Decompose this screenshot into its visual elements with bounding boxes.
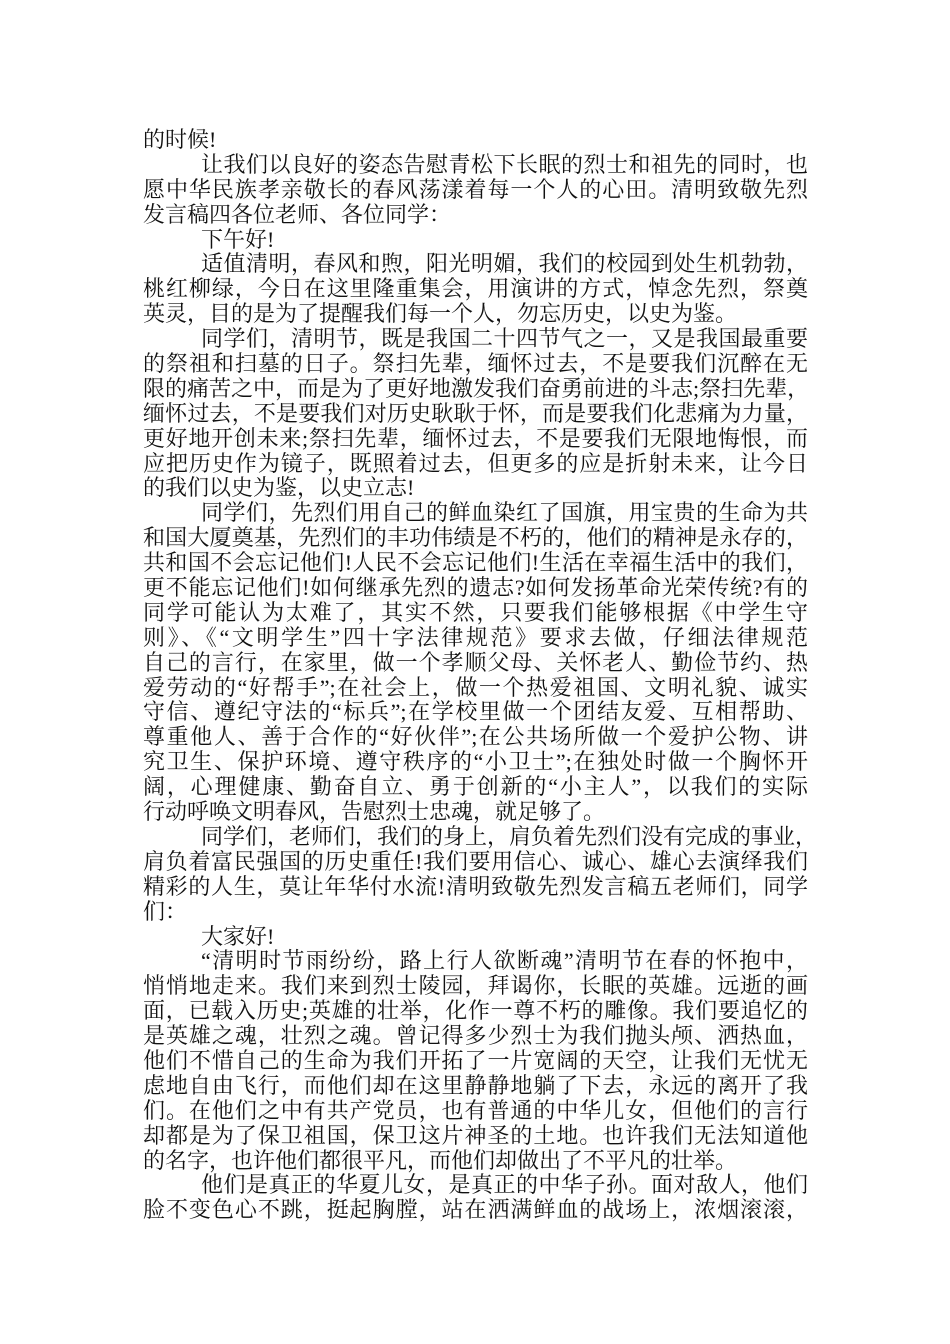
- text-line: 的祭祖和扫墓的日子。祭扫先辈，缅怀过去，不是要我们沉醉在无: [143, 351, 808, 377]
- document-body: [143, 127, 818, 1223]
- text-line: 更好地开创未来;祭扫先辈，缅怀过去，不是要我们无限地悔恨，而: [143, 425, 808, 451]
- text-line: 的时候!: [143, 127, 217, 152]
- text-line: 自己的言行，在家里，做一个孝顺父母、关怀老人、勤俭节约、热: [143, 649, 808, 675]
- text-line: 同学们，老师们，我们的身上，肩负着先烈们没有完成的事业，: [201, 823, 818, 849]
- text-line: 桃红柳绿，今日在这里隆重集会，用演讲的方式，悼念先烈，祭奠: [143, 276, 808, 302]
- text-line: 们。在他们之中有共产党员，也有普通的中华儿女，但他们的言行: [143, 1097, 808, 1123]
- text-line: “清明时节雨纷纷，路上行人欲断魂”清明节在春的怀抱中，: [201, 948, 808, 974]
- text-line: 更不能忘记他们!如何继承先烈的遗志?如何发扬革命光荣传统?有的: [143, 575, 808, 601]
- text-line: 爱劳动的“好帮手”;在社会上，做一个热爱祖国、文明礼貌、诚实: [143, 674, 808, 700]
- text-line: 虑地自由飞行，而他们却在这里静静地躺了下去，永远的离开了我: [143, 1072, 808, 1098]
- text-line: 的名字，也许他们都很平凡，而他们却做出了不平凡的壮举。: [143, 1147, 738, 1173]
- text-line: 同学们，先烈们用自己的鲜血染红了国旗，用宝贵的生命为共: [201, 500, 808, 526]
- text-line: 愿中华民族孝亲敬长的春风荡漾着每一个人的心田。清明致敬先烈: [143, 176, 808, 202]
- text-line: 英灵，目的是为了提醒我们每一个人，勿忘历史，以史为鉴。: [143, 301, 738, 327]
- text-line: 的我们以史为鉴，以史立志!: [143, 475, 415, 501]
- text-line: 却都是为了保卫祖国，保卫这片神圣的土地。也许我们无法知道他: [143, 1122, 808, 1148]
- text-line: 悄悄地走来。我们来到烈士陵园，拜谒你，长眠的英雄。远逝的画: [143, 973, 808, 999]
- text-line: 共和国不会忘记他们!人民不会忘记他们!生活在幸福生活中的我们，: [143, 550, 808, 576]
- text-line: 下午好!: [201, 226, 275, 252]
- text-line: 发言稿四各位老师、各位同学：: [143, 201, 452, 227]
- text-line: 让我们以良好的姿态告慰青松下长眠的烈士和祖先的同时，也: [201, 151, 808, 177]
- text-line: 肩负着富民强国的历史重任!我们要用信心、诚心、雄心去演绎我们: [143, 848, 808, 874]
- text-line: 适值清明，春风和煦，阳光明媚，我们的校园到处生机勃勃，: [201, 251, 808, 277]
- text-line: 是英雄之魂，壮烈之魂。曾记得多少烈士为我们抛头颅、洒热血，: [143, 1023, 808, 1049]
- text-line: 他们是真正的华夏儿女，是真正的中华子孙。面对敌人，他们: [201, 1172, 808, 1198]
- text-line: 大家好!: [201, 923, 275, 949]
- text-line: 缅怀过去，不是要我们对历史耿耿于怀，而是要我们化悲痛为力量，: [143, 400, 808, 426]
- text-line: 守信、遵纪守法的“标兵”;在学校里做一个团结友爱、互相帮助、: [143, 699, 808, 725]
- text-line: 尊重他人、善于合作的“好伙伴”;在公共场所做一个爱护公物、讲: [143, 724, 808, 750]
- text-line: 同学可能认为太难了，其实不然，只要我们能够根据《中学生守: [143, 599, 808, 625]
- text-line: 和国大厦奠基，先烈们的丰功伟绩是不朽的，他们的精神是永存的，: [143, 525, 808, 551]
- text-line: 究卫生、保护环境、遵守秩序的“小卫士”;在独处时做一个胸怀开: [143, 749, 808, 775]
- text-line: 限的痛苦之中，而是为了更好地激发我们奋勇前进的斗志;祭扫先辈，: [143, 375, 810, 401]
- text-line: 则》、《“文明学生”四十字法律规范》要求去做，仔细法律规范: [143, 624, 808, 650]
- text-line: 应把历史作为镜子，既照着过去，但更多的应是折射未来，让今日: [143, 450, 808, 476]
- text-line: 脸不变色心不跳，挺起胸膛，站在洒满鲜血的战场上，浓烟滚滚，: [143, 1197, 808, 1223]
- text-line: 阔，心理健康、勤奋自立、勇于创新的“小主人”，以我们的实际: [143, 774, 808, 800]
- text-line: 们：: [143, 898, 188, 924]
- text-line: 面，已载入历史;英雄的壮举，化作一尊不朽的雕像。我们要追忆的: [143, 998, 808, 1024]
- text-line: 行动呼唤文明春风，告慰烈士忠魂，就足够了。: [143, 799, 606, 825]
- text-line: 他们不惜自己的生命为我们开拓了一片宽阔的天空，让我们无忧无: [143, 1047, 808, 1073]
- text-line: 精彩的人生，莫让年华付水流!清明致敬先烈发言稿五老师们，同学: [143, 873, 808, 899]
- text-line: 同学们，清明节，既是我国二十四节气之一，又是我国最重要: [201, 326, 808, 352]
